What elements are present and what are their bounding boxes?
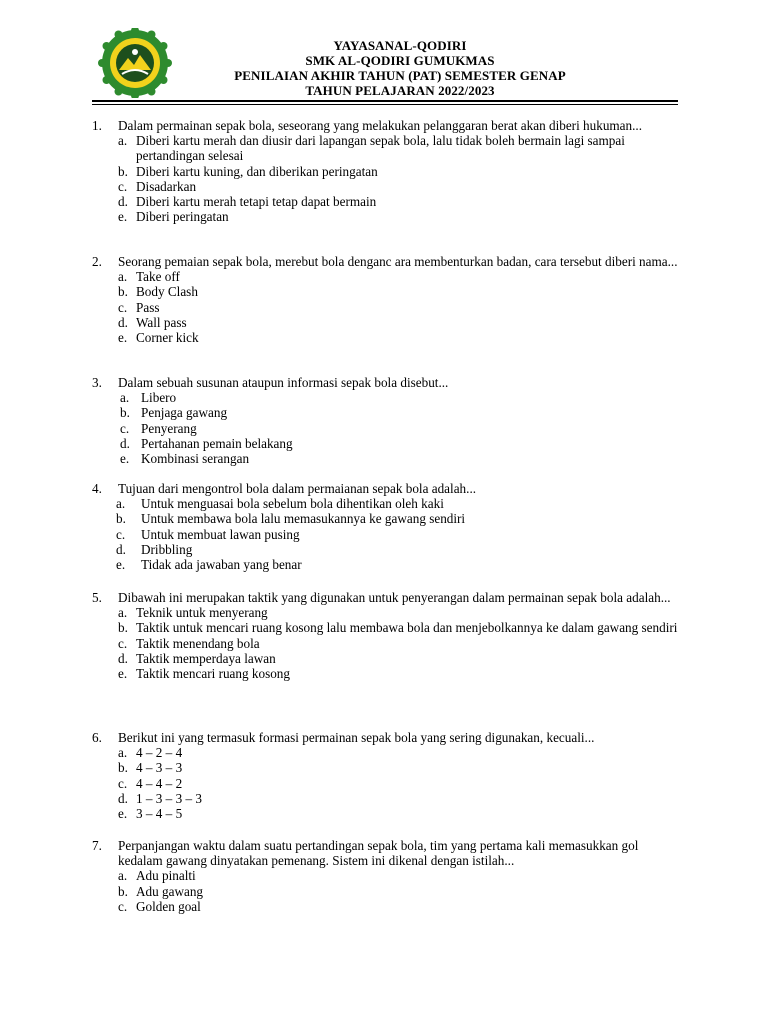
- document-header: [200, 38, 600, 98]
- question-number: 6.: [92, 730, 102, 745]
- option-a: a. Adu pinalti: [118, 868, 196, 884]
- option-d: d. Pertahanan pemain belakang: [120, 435, 293, 451]
- option-b: b. Untuk membawa bola lalu memasukannya ke gawang sendiri: [116, 511, 466, 527]
- option-a: a. Libero: [120, 390, 177, 406]
- option-d: d. Wall pass: [118, 314, 187, 330]
- option-d: d. Taktik memperdaya lawan: [118, 650, 276, 666]
- option-e: e. Kombinasi serangan: [120, 451, 250, 467]
- question-number: 5.: [92, 590, 102, 605]
- question-2: [92, 254, 682, 345]
- option-b: b. Diberi kartu kuning, dan diberikan peringatan: [118, 163, 378, 179]
- option-e: e. 3 – 4 – 5: [118, 806, 183, 822]
- question-text: Berikut ini yang termasuk formasi permainan sepak bola yang sering digunakan, kecuali...: [118, 730, 595, 745]
- option-c: c. Disadarkan: [118, 178, 197, 194]
- option-a: a. Teknik untuk menyerang: [118, 605, 268, 621]
- question-3: [92, 375, 682, 466]
- option-b: b. Penjaga gawang: [120, 405, 228, 421]
- option-e: e. Diberi peringatan: [118, 209, 229, 225]
- option-b: b. Adu gawang: [118, 883, 204, 899]
- school-logo-icon: [92, 28, 178, 98]
- question-text: Dalam sebuah susunan ataupun informasi sepak bola disebut...: [118, 375, 449, 390]
- question-text: Perpanjangan waktu dalam suatu pertandingan sepak bola, tim yang pertama kali memasukkan gol kedalam gawang dinyatakan pemenang. Sistem ini dikenal dengan istilah...: [118, 838, 639, 869]
- option-e: e. Taktik mencari ruang kosong: [118, 666, 290, 682]
- question-text: Dalam permainan sepak bola, seseorang yang melakukan pelanggaran berat akan diberi hukuman...: [118, 118, 643, 133]
- option-d: d. Dribbling: [116, 541, 193, 557]
- option-c: c. Pass: [118, 299, 160, 315]
- option-d: d. Diberi kartu merah tetapi tetap dapat bermain: [118, 194, 377, 210]
- question-number: 4.: [92, 481, 102, 496]
- option-b: b. Body Clash: [118, 284, 198, 300]
- option-c: c. Taktik menendang bola: [118, 635, 260, 651]
- question-number: 7.: [92, 838, 102, 853]
- option-a: a. Diberi kartu merah dan diusir dari lapangan sepak bola, lalu tidak boleh bermain lagi sampai pertandingan selesai: [118, 133, 625, 164]
- option-c: c. Penyerang: [120, 420, 197, 436]
- header-divider: [92, 100, 678, 102]
- question-text: Tujuan dari mengontrol bola dalam permaianan sepak bola adalah...: [118, 481, 477, 496]
- question-number: 2.: [92, 254, 102, 269]
- option-c: c. Golden goal: [118, 898, 201, 914]
- question-number: 3.: [92, 375, 102, 390]
- question-text: Seorang pemaian sepak bola, merebut bola denganc ara membenturkan badan, cara tersebut diberi nama...: [118, 254, 678, 269]
- option-b: b. Taktik untuk mencari ruang kosong lalu membawa bola dan menjebolkannya ke dalam gawang sendiri: [118, 620, 678, 636]
- school-name: SMK AL-QODIRI GUMUKMAS: [305, 53, 495, 68]
- question-4: [92, 481, 682, 572]
- logo-star-icon: [132, 49, 138, 55]
- option-a: a. Untuk menguasai bola sebelum bola dihentikan oleh kaki: [116, 496, 444, 512]
- option-d: d. 1 – 3 – 3 – 3: [118, 790, 202, 806]
- option-a: a. Take off: [118, 269, 180, 285]
- academic-year: TAHUN PELAJARAN 2022/2023: [305, 83, 495, 98]
- question-5: [92, 590, 682, 681]
- question-7: [92, 838, 682, 914]
- option-c: c. 4 – 4 – 2: [118, 775, 183, 791]
- option-b: b. 4 – 3 – 3: [118, 760, 183, 776]
- question-text: Dibawah ini merupakan taktik yang digunakan untuk penyerangan dalam permainan sepak bola adalah...: [118, 590, 671, 605]
- exam-title: PENILAIAN AKHIR TAHUN (PAT) SEMESTER GENAP: [234, 68, 566, 83]
- option-c: c. Untuk membuat lawan pusing: [116, 526, 300, 542]
- option-a: a. 4 – 2 – 4: [118, 745, 183, 761]
- foundation-name: YAYASANAL-QODIRI: [333, 38, 467, 53]
- question-number: 1.: [92, 118, 102, 133]
- header-divider-thin: [92, 104, 678, 105]
- option-e: e. Tidak ada jawaban yang benar: [116, 557, 302, 573]
- question-6: [92, 730, 682, 821]
- question-1: [92, 118, 682, 224]
- option-e: e. Corner kick: [118, 330, 199, 346]
